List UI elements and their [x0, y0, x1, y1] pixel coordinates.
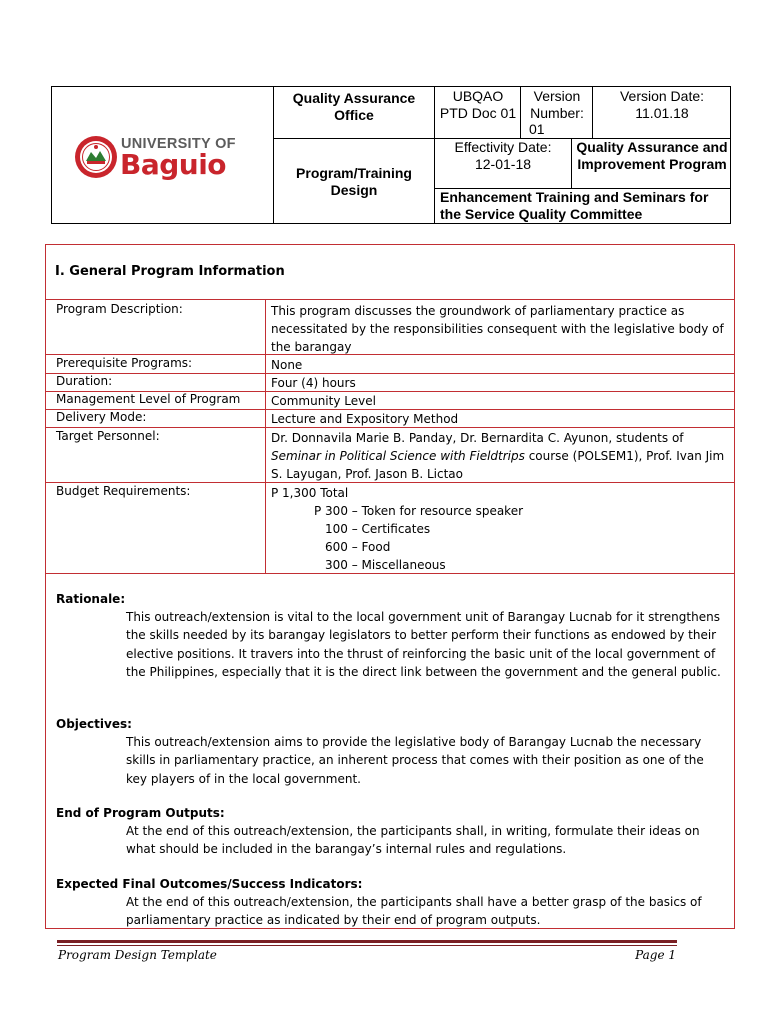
university-seal-icon	[74, 135, 118, 179]
program-name: Quality Assurance and Improvement Program	[576, 139, 728, 172]
outcomes-block	[56, 875, 726, 930]
document-title: Enhancement Training and Seminars for the Service Quality Committee	[440, 189, 709, 222]
budget-item: 300 – Miscellaneous	[325, 558, 446, 572]
delivery-mode-value: Lecture and Expository Method	[271, 412, 459, 426]
document-code: UBQAO PTD Doc 01	[439, 88, 517, 121]
budget-item: P 300 – Token for resource speaker	[314, 504, 524, 518]
outcomes-heading: Expected Final Outcomes/Success Indicators:	[56, 877, 363, 891]
version-date-label: Version Date:	[619, 88, 705, 104]
university-logo	[74, 133, 254, 183]
rationale-block	[56, 590, 726, 681]
management-level-label: Management Level of Program	[56, 392, 241, 406]
logo-baguio-text: Baguio	[120, 148, 227, 181]
footer-template-name: Program Design Template	[58, 948, 217, 962]
target-personnel-label: Target Personnel:	[56, 429, 160, 443]
objectives-text: This outreach/extension aims to provide the legislative body of Barangay Lucnab the necessary skills in parliamentary practice, an inherent process that comes with their position as one of the key players of in the local government.	[126, 735, 704, 786]
outcomes-text: At the end of this outreach/extension, the participants shall have a better grasp of the basics of parliamentary practice as indicated by their end of program outputs.	[126, 895, 702, 928]
outputs-text: At the end of this outreach/extension, the participants shall, in writing, formulate their ideas on what should be included in the barangay’s internal rules and regulations.	[126, 824, 700, 857]
prerequisite-value: None	[271, 358, 303, 372]
effectivity-date: 12-01-18	[474, 155, 532, 172]
budget-item: 600 – Food	[325, 540, 391, 554]
version-number-block	[523, 88, 591, 138]
rationale-heading: Rationale:	[56, 592, 126, 606]
delivery-mode-label: Delivery Mode:	[56, 410, 147, 424]
duration-label: Duration:	[56, 374, 113, 388]
version-number-value: 01	[529, 121, 545, 137]
objectives-block	[56, 715, 726, 788]
logo-university-text: UNIVERSITY OF	[121, 136, 236, 152]
budget-label: Budget Requirements:	[56, 484, 191, 498]
duration-value: Four (4) hours	[271, 376, 356, 390]
outputs-heading: End of Program Outputs:	[56, 806, 225, 820]
effectivity-block	[437, 139, 569, 172]
footer-page-number: Page 1	[635, 948, 676, 962]
version-number-label: Version Number:	[530, 88, 584, 121]
general-program-information	[45, 244, 735, 929]
version-date-value: 11.01.18	[635, 104, 689, 121]
program-description-value: This program discusses the groundwork of parliamentary practice as necessitated by the responsibilities consequent with the legislative body of the barangay	[271, 304, 724, 354]
prerequisite-label: Prerequisite Programs:	[56, 356, 193, 370]
program-description-label: Program Description:	[56, 302, 183, 316]
effectivity-label: Effectivity Date:	[454, 139, 552, 155]
management-level-value: Community Level	[271, 394, 376, 408]
outputs-block	[56, 804, 726, 859]
version-date-block	[594, 88, 730, 121]
budget-total: P 1,300 Total	[271, 486, 349, 500]
design-label: Program/Training Design	[296, 165, 412, 198]
footer-rule	[57, 940, 677, 943]
target-personnel-value: Dr. Donnavila Marie B. Panday, Dr. Bernardita C. Ayunon, students of Seminar in Political Science with Fieldtrips course (POLSEM1), Prof. Ivan Jim S. Layugan, Prof. Jason B. Lictao	[271, 431, 725, 481]
office-name: Quality Assurance Office	[292, 90, 416, 123]
budget-item: 100 – Certificates	[325, 522, 431, 536]
section-title: I. General Program Information	[55, 264, 285, 279]
footer-rule-thin	[57, 945, 677, 946]
document-header-table	[51, 86, 731, 224]
course-title: Seminar in Political Science with Fieldtrips	[271, 449, 525, 463]
objectives-heading: Objectives:	[56, 717, 132, 731]
rationale-text: This outreach/extension is vital to the local government unit of Barangay Lucnab for it strengthens the skills needed by its barangay legislators to better perform their functions as endowed by their elective positions. It travers into the thrust of reinforcing the basic unit of the local government of the Philippines, especially that it is the direct link between the government and the general public.	[126, 610, 721, 679]
